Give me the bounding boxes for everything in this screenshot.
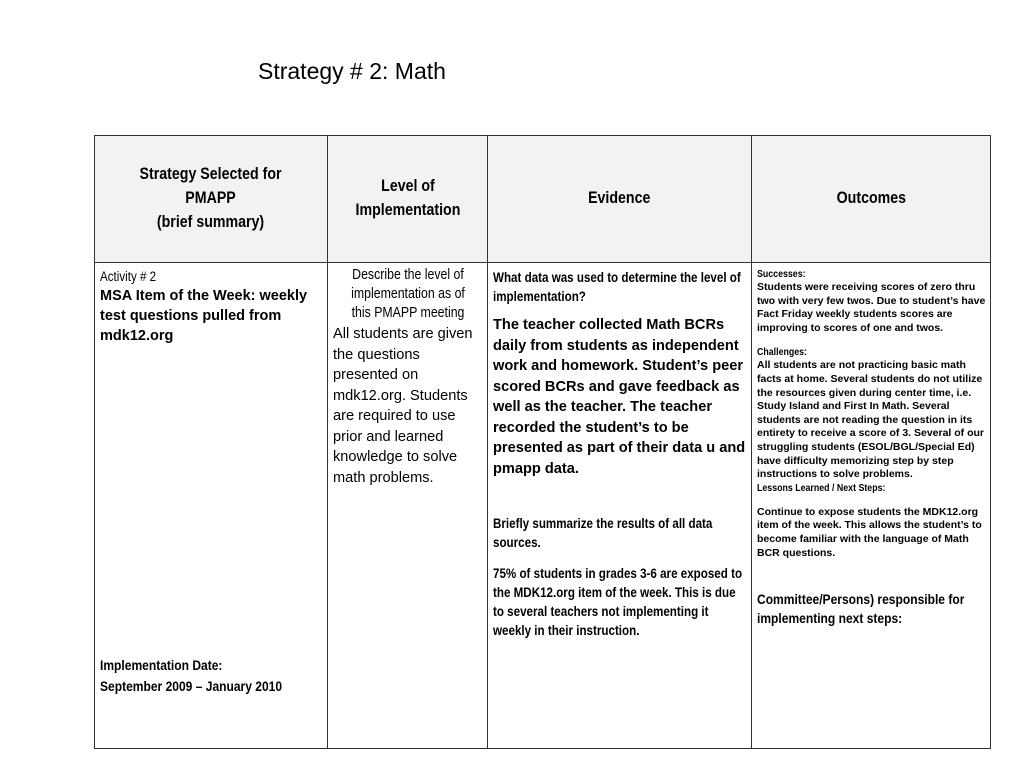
level-cell: [328, 263, 488, 748]
evidence-question-data-used: What data was used to determine the level of implementation?: [493, 270, 741, 304]
header-strategy-line-2: PMAPP: [185, 189, 237, 208]
activity-label: Activity # 2: [100, 269, 157, 284]
page-title: Strategy # 2: Math: [258, 58, 446, 84]
successes-label: Successes:: [757, 268, 806, 280]
committee-label: Committee/Persons) responsible for implementing next steps:: [757, 591, 965, 627]
outcomes-cell: [752, 263, 990, 748]
activity-description: MSA Item of the Week: weekly test questions pulled from mdk12.org: [100, 288, 308, 344]
level-response: All students are given the questions presented on mdk12.org. Students are required to use prior and learned knowledge to solve math problems.: [333, 326, 473, 486]
evidence-answer-summary: 75% of students in grades 3-6 are exposed to the MDK12.org item of the week. This is due to several teachers not implementing it weekly in their instruction.: [493, 566, 743, 638]
header-evidence-label: Evidence: [588, 189, 651, 208]
strategy-table: [94, 135, 991, 749]
evidence-question-summary: Briefly summarize the results of all data sources.: [493, 516, 713, 550]
strategy-cell: [95, 263, 328, 748]
lessons-label: Lessons Learned / Next Steps:: [757, 481, 886, 494]
header-outcomes: [752, 136, 990, 262]
challenges-body: All students are not practicing basic math facts at home. Several students do not utilize the resources given during center time, i.e. Study Island and First In Math. Several students are not reading the question in its entirety to receive a score of 3. Several of our struggling students (ESOL/BGL/Special Ed) have difficulty memorizing step by step instructions to solve problems.: [757, 359, 985, 481]
header-level-line-1: Level of: [380, 177, 435, 196]
header-strategy: [95, 136, 328, 262]
implementation-date: [100, 655, 312, 697]
lessons-body: Continue to expose students the MDK12.org item of the week. This allows the student’s to become familiar with the language of Math BCR questions.: [757, 505, 982, 559]
challenges-label: Challenges:: [757, 346, 807, 359]
implementation-date-value: September 2009 – January 2010: [100, 678, 283, 694]
header-strategy-line-1: Strategy Selected for: [140, 165, 282, 184]
table-header-row: [95, 136, 990, 263]
header-evidence: [488, 136, 752, 262]
header-level-line-2: Implementation: [355, 201, 460, 219]
evidence-cell: [488, 263, 752, 748]
evidence-answer-data-used: The teacher collected Math BCRs daily from students as independent work and homework. Student’s peer scored BCRs and gave feedback as well as the teacher. The teacher recorded the student’s to be presented as part of their data u and pmapp data.: [493, 317, 746, 477]
successes-body: Students were receiving scores of zero thru two with very few twos. Due to student’s have Fact Friday weekly students scores are improving to scores of one and twos.: [757, 281, 986, 334]
implementation-date-label: Implementation Date:: [100, 657, 223, 673]
header-strategy-line-3: (brief summary): [157, 212, 265, 231]
header-outcomes-label: Outcomes: [836, 189, 906, 208]
level-prompt: Describe the level of implementation as of this PMAPP meeting: [351, 267, 465, 321]
header-level: [328, 136, 488, 262]
